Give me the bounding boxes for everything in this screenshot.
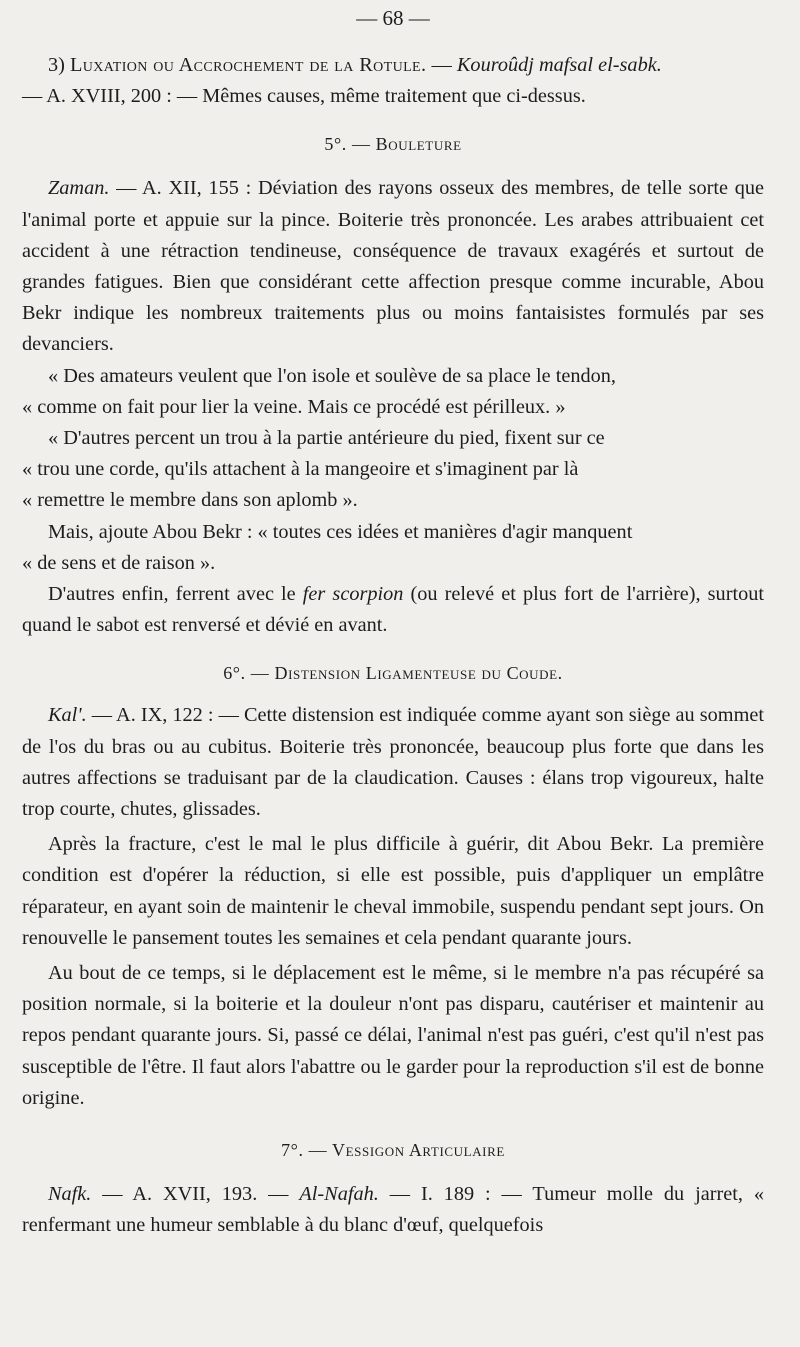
section-6-paragraph-3: Au bout de ce temps, si le déplacement est le même, si le membre n'a pas récupéré sa position normale, si la boiterie et la douleur n'ont pas disparu, cautériser et maintenir au repos pendant quarante jours. Si, passé ce délai, l'animal n'est pas guéri, c'est qu'il n'est pas susceptible de l'être. Il faut alors l'abattre ou le garder pour la reproduction s'il est de bonne origine. (22, 962, 764, 1109)
page-number: — 68 — (356, 6, 430, 30)
section-3-arabic-term: Kouroûdj mafsal el-sabk. (456, 54, 662, 76)
section-5-paragraph-5-text-a: D'autres enfin, ferrent avec le (48, 583, 303, 606)
quote-2-line-1: « D'autres percent un trou à la partie antérieure du pied, fixent sur ce (48, 427, 605, 450)
section-3-dash: — (426, 54, 457, 76)
section-7-term-2: Al-Nafah. (299, 1183, 379, 1206)
section-3-title: Luxation ou Accrochement de la Rotule. (69, 54, 427, 76)
section-6-paragraph-1 (22, 700, 764, 825)
section-6-paragraph-1-text: — A. IX, 122 : — Cette distension est indiquée comme ayant son siège au sommet de l'os du bras ou au cubitus. Boiterie très prononcée, beaucoup plus forte que dans les autres affections se traduisant par de la claudication. Causes : élans trop vigoureux, halte trop courte, chutes, glissades. (22, 704, 764, 821)
section-7-paragraph-1 (22, 1179, 764, 1241)
section-5-paragraph-1 (22, 173, 764, 360)
section-5-heading: 5°. — Bouleture (324, 134, 462, 155)
section-5-paragraph-5-text-b: (ou relevé et plus fort de l'arrière), surtout quand le sabot est renversé et dévié en avant. (22, 583, 765, 637)
section-5-paragraph-5 (22, 579, 764, 641)
section-7-text: — I. 189 : — Tumeur molle du jarret, « renfermant une humeur semblable à du blanc d'œuf, quelquefois (22, 1183, 764, 1237)
quote-1-line-2: « comme on fait pour lier la veine. Mais ce procédé est périlleux. » (22, 395, 566, 418)
section-5-paragraph-1-text: — A. XII, 155 : Déviation des rayons osseux des membres, de telle sorte que l'animal porte et appuie sur la pince. Boiterie très prononcée. Les arabes attribuaient cet accident à une rétraction tendineuse, conséquence de travaux exagérés et surtout de grandes fatigues. Bien que considérant cette affection presque comme incurable, Abou Bekr indique les nombreux traitements plus ou moins fantaisistes formulés par ses devanciers. (22, 177, 764, 356)
section-6-heading: 6°. — Distension Ligamenteuse du Coude. (223, 663, 563, 684)
section-3-reference: — A. XVIII, 200 : — Mêmes causes, même traitement que ci-dessus. (22, 85, 586, 108)
quote-1-line-1: « Des amateurs veulent que l'on isole et soulève de sa place le tendon, (48, 364, 616, 387)
section-5-term: Zaman. (48, 177, 110, 200)
quote-3-line-1: Mais, ajoute Abou Bekr : « toutes ces idées et manières d'agir manquent (48, 520, 633, 543)
section-3-label: 3) (48, 54, 65, 76)
section-7-term-1: Nafk. (48, 1183, 92, 1206)
section-3-entry (22, 50, 764, 81)
quote-2-line-3: « remettre le membre dans son aplomb ». (22, 489, 358, 512)
quote-2-line-2: « trou une corde, qu'ils attachent à la mangeoire et s'imaginent par là (22, 458, 579, 481)
quote-3-line-2: « de sens et de raison ». (22, 551, 216, 574)
section-7-reference: — A. XVII, 193. — (91, 1183, 300, 1206)
section-7-heading: 7°. — Vessigon Articulaire (281, 1140, 505, 1161)
fer-scorpion-term: fer scorpion (302, 583, 404, 606)
section-6-paragraph-2: Après la fracture, c'est le mal le plus difficile à guérir, dit Abou Bekr. La première condition est d'opérer la réduction, si elle est possible, puis d'appliquer un emplâtre réparateur, en ayant soin de maintenir le cheval immobile, suspendu pendant sept jours. On renouvelle le pansement toutes les semaines et cela pendant quarante jours. (22, 833, 764, 949)
section-6-term: Kal'. (48, 704, 87, 727)
